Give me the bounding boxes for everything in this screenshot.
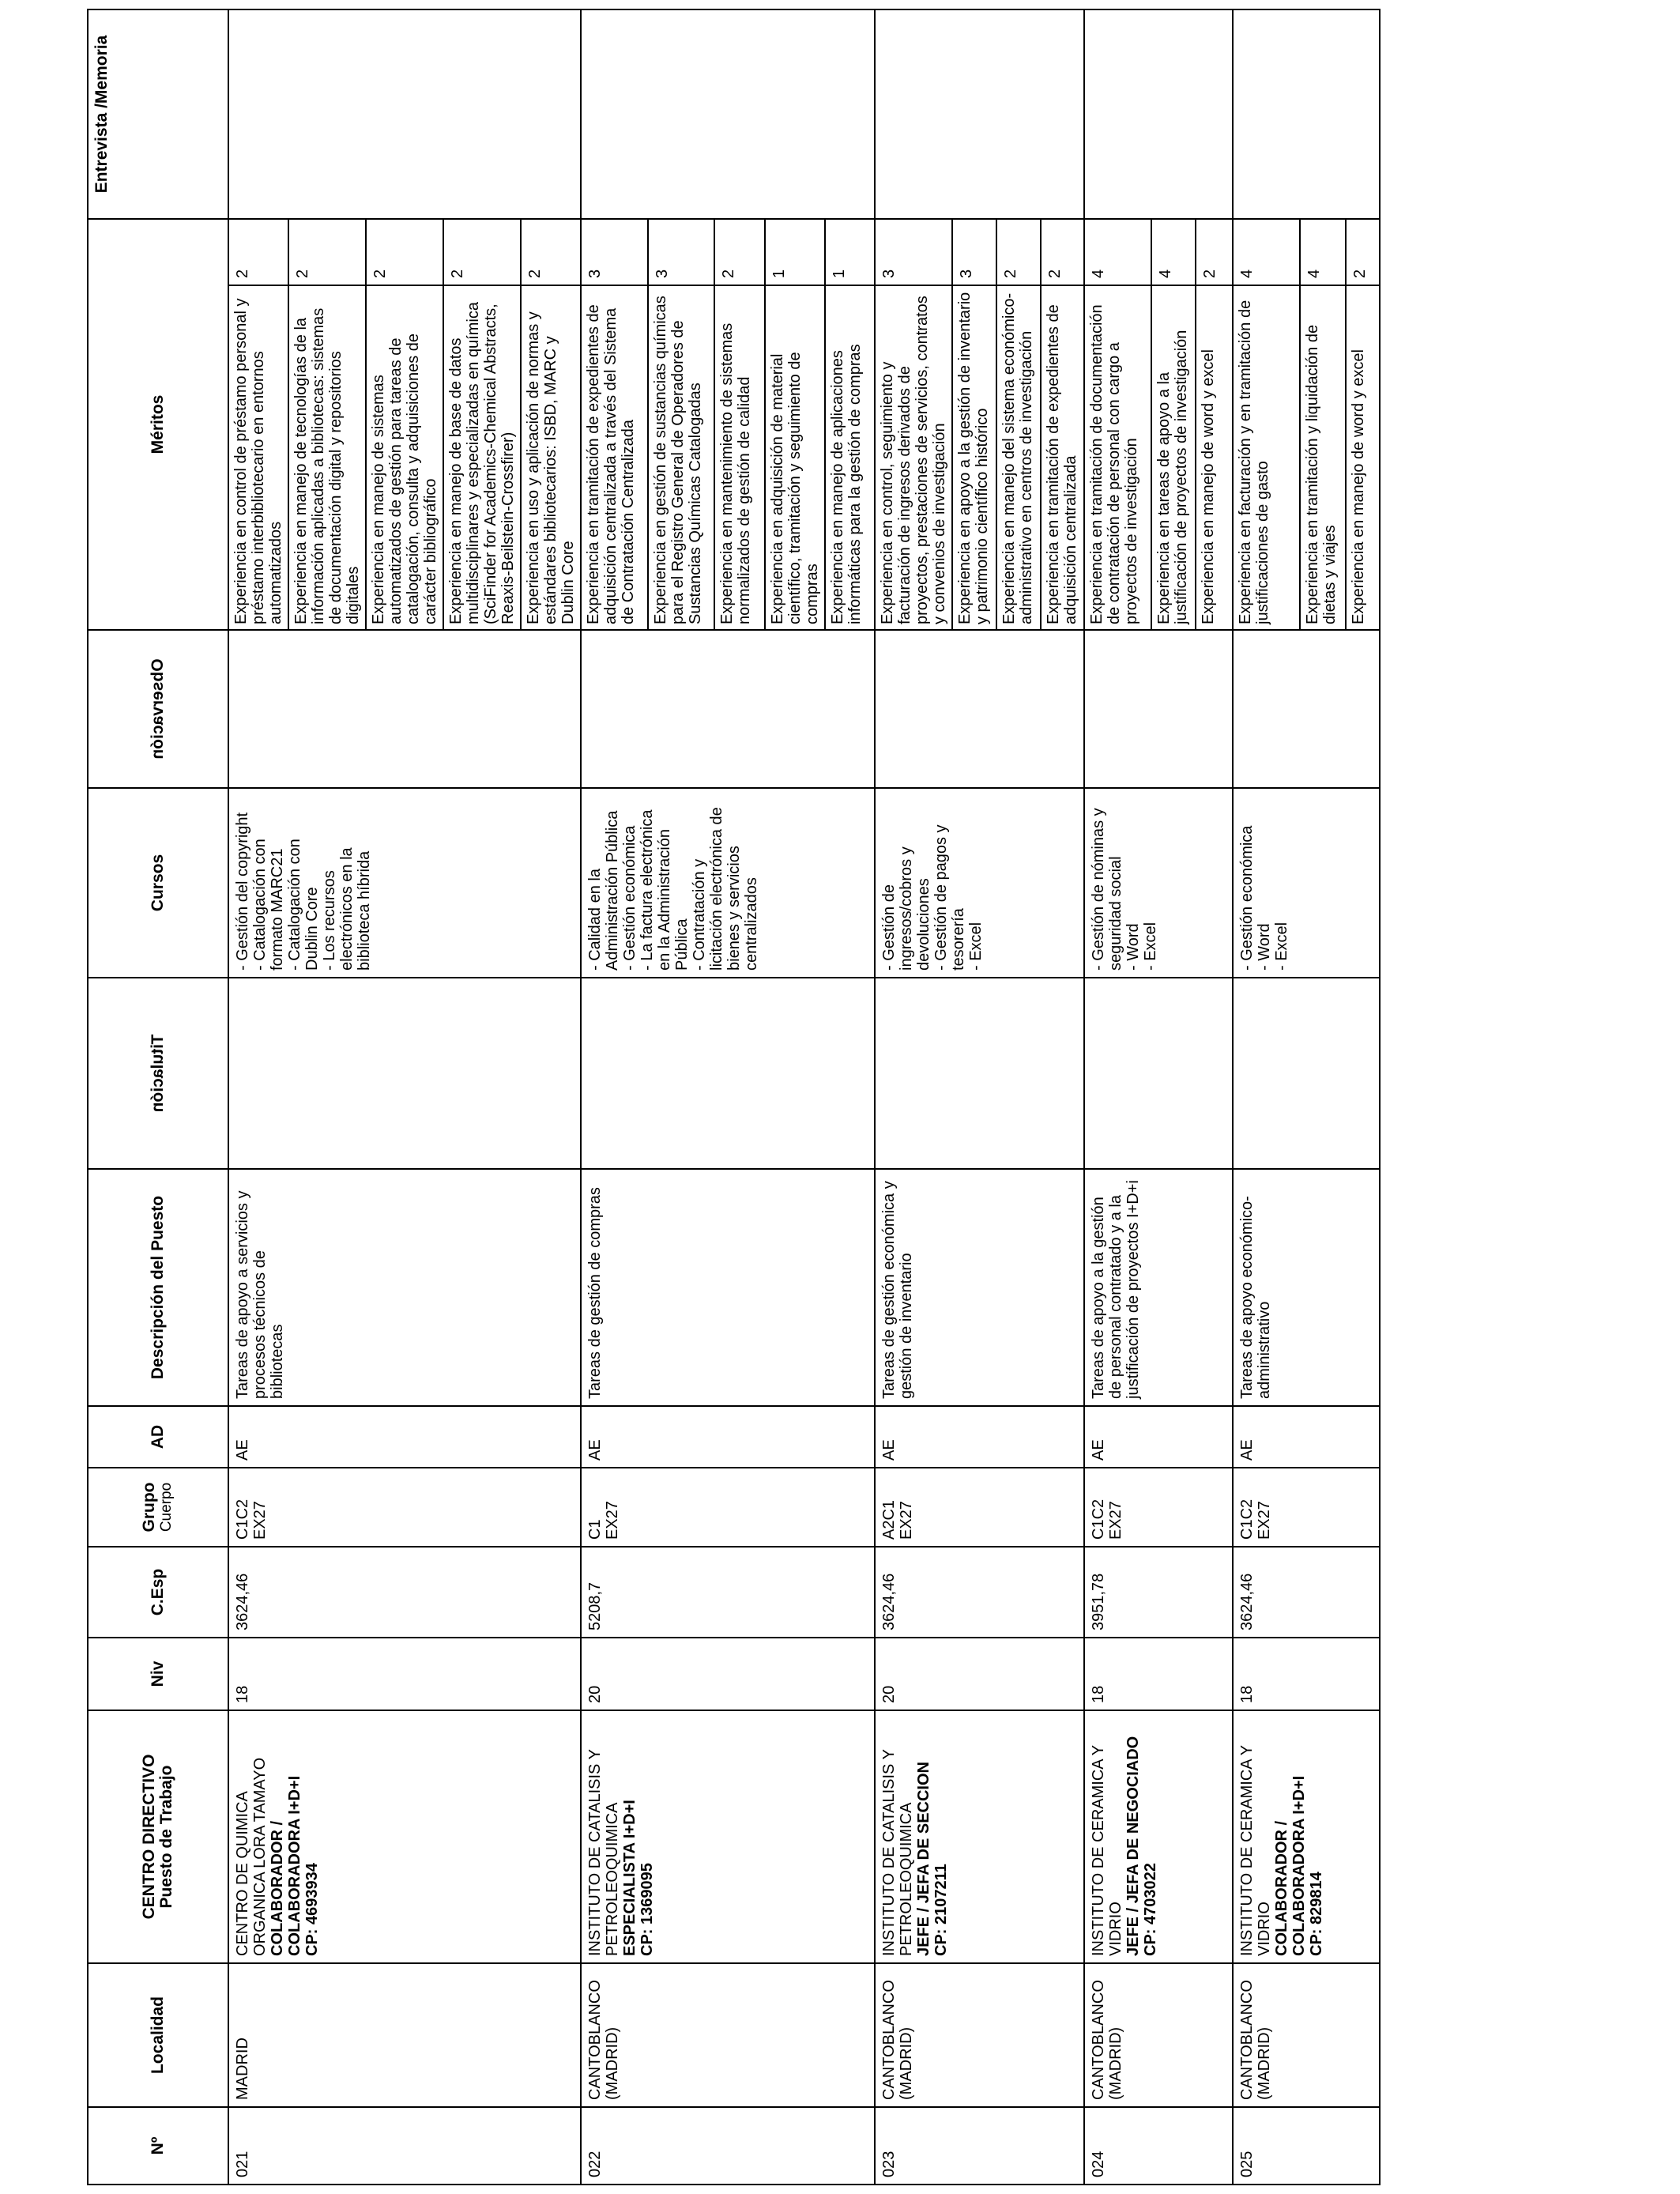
cell-titulacion (875, 978, 1084, 1169)
table-row (228, 9, 581, 2185)
cell-titulacion (1233, 978, 1380, 1169)
cell-cesp: 5208,7 (581, 1547, 875, 1638)
merito-text: Experiencia en apoyo a la gestión de inventario y patrimonio científico histórico (952, 285, 996, 629)
cell-entrevista (228, 9, 581, 219)
merito-text: Experiencia en manejo de word y excel (1350, 349, 1367, 624)
meritos-list (1234, 220, 1379, 629)
merito-points: 2 (714, 220, 765, 285)
merito-points: 2 (288, 220, 366, 285)
merito-points: 4 (1300, 220, 1346, 285)
grupo-value: C1C2 (1090, 1498, 1107, 1540)
puesto-name: COLABORADOR / COLABORADORA I+D+I (1273, 1775, 1308, 1956)
centro-name: INSTITUTO DE CATALISIS Y PETROLEOQUIMICA (880, 1749, 915, 1956)
header-localidad: Localidad (88, 1963, 228, 2107)
cell-cursos: - Gestión del copyright - Catalogación con formato MARC21 - Catalogación con Dublin Core - Los recursos electrónicos en la biblioteca híbrida (228, 788, 581, 978)
header-cesp: C.Esp (88, 1547, 228, 1638)
positions-table (87, 9, 1381, 2185)
cell-centro (228, 1710, 581, 1963)
merito-points: 4 (1234, 220, 1300, 285)
cell-localidad: CANTOBLANCO (MADRID) (875, 1963, 1084, 2107)
puesto-name: JEFE / JEFA DE NEGOCIADO (1124, 1736, 1142, 1956)
grupo-value: C1C2 (1238, 1498, 1256, 1540)
header-titulacion: Titulación (88, 978, 228, 1169)
merito-text: Experiencia en control, seguimiento y facturación de ingresos derivados de proyectos, prestaciones de servicios, contratos y convenios de investigación (876, 285, 952, 629)
cell-num: 022 (581, 2107, 875, 2185)
cell-num: 025 (1233, 2107, 1380, 2185)
cell-ad: AE (875, 1406, 1084, 1468)
header-grupo-title: Grupo (140, 1482, 158, 1532)
centro-name: INSTITUTO DE CERAMICA Y VIDRIO (1238, 1745, 1273, 1956)
cell-observacion (875, 630, 1084, 788)
header-cursos: Cursos (88, 788, 228, 978)
cell-cesp: 3624,46 (875, 1547, 1084, 1638)
grupo-value: A2C1 (880, 1499, 898, 1540)
meritos-list (876, 220, 1083, 629)
merito-points: 2 (366, 220, 443, 285)
cell-ad: AE (1233, 1406, 1380, 1468)
cell-descripcion: Tareas de gestión económica y gestión de inventario (875, 1169, 1084, 1406)
merito-text: Experiencia en gestión de sustancias químicas para el Registro General de Operadores de Sustancias Químicas Catalogadas (648, 285, 714, 629)
merito-text: Experiencia en manejo del sistema económico-administrativo en centros de investigación (996, 285, 1041, 629)
centro-name: CENTRO DE QUIMICA ORGANICA LORA TAMAYO (234, 1757, 269, 1956)
cell-entrevista (581, 9, 875, 219)
merito-points: 2 (1196, 220, 1232, 285)
cell-localidad: CANTOBLANCO (MADRID) (1084, 1963, 1233, 2107)
cell-grupo (228, 1468, 581, 1547)
cuerpo-value: EX27 (251, 1501, 269, 1540)
cp-code: CP: 829814 (1308, 1872, 1325, 1956)
merito-points: 1 (825, 220, 874, 285)
cell-observacion (228, 630, 581, 788)
cell-meritos (228, 219, 581, 630)
cell-centro (581, 1710, 875, 1963)
merito-points: 2 (229, 220, 288, 285)
cell-meritos (875, 219, 1084, 630)
cell-descripcion: Tareas de gestión de compras (581, 1169, 875, 1406)
merito-text: Experiencia en manejo de sistemas automatizados de gestión para tareas de catalogación, consulta y adquisiciones de carácter bibliográfico (366, 285, 443, 629)
centro-name: INSTITUTO DE CATALISIS Y PETROLEOQUIMICA (586, 1749, 621, 1956)
merito-points: 2 (443, 220, 521, 285)
merito-text: Experiencia en manejo de tecnologías de la información aplicadas a bibliotecas: sistemas de documentación digital y repositorios digitales (288, 285, 366, 629)
cp-code: CP: 4693934 (303, 1863, 321, 1956)
cell-localidad: MADRID (228, 1963, 581, 2107)
cp-code: CP: 1369095 (638, 1863, 656, 1956)
cell-centro (875, 1710, 1084, 1963)
cell-cursos: - Calidad en la Administración Pública - Gestión económica - La factura electrónica en la Administración Pública - Contratación y licitación electrónica de bienes y servicios centralizados (581, 788, 875, 978)
merito-text: Experiencia en adquisición de material científico, tramitación y seguimiento de compras (765, 285, 825, 629)
cell-cursos: - Gestión económica - Word - Excel (1233, 788, 1380, 978)
merito-points: 2 (1346, 220, 1379, 285)
cuerpo-value: EX27 (1107, 1501, 1124, 1540)
centro-name: INSTITUTO DE CERAMICA Y VIDRIO (1090, 1745, 1124, 1956)
cell-cesp: 3624,46 (1233, 1547, 1380, 1638)
table-row (581, 9, 875, 2185)
meritos-list (1085, 220, 1232, 629)
merito-text: Experiencia en manejo de aplicaciones informáticas para la gestión de compras (829, 344, 864, 624)
meritos-list (582, 220, 874, 629)
merito-text: Experiencia en tramitación de expedientes de adquisición centralizada (1045, 304, 1079, 624)
meritos-list (229, 220, 580, 629)
cell-num: 023 (875, 2107, 1084, 2185)
merito-points: 2 (521, 220, 580, 285)
merito-points: 3 (952, 220, 996, 285)
cell-num: 021 (228, 2107, 581, 2185)
puesto-name: COLABORADOR / COLABORADORA I+D+I (269, 1775, 303, 1956)
merito-points: 3 (876, 220, 952, 285)
cell-grupo (1233, 1468, 1380, 1547)
puesto-name: ESPECIALISTA I+D+I (621, 1800, 638, 1956)
cell-cursos: - Gestión de nóminas y seguridad social - Word - Excel (1084, 788, 1233, 978)
merito-points: 3 (582, 220, 648, 285)
cuerpo-value: EX27 (1256, 1501, 1273, 1540)
table-row (875, 9, 1084, 2185)
merito-text: Experiencia en tramitación de expedientes de adquisición centralizada a través del Sistema de Contratación Centralizada (582, 285, 648, 629)
cell-niv: 18 (228, 1638, 581, 1710)
cell-cesp: 3951,78 (1084, 1547, 1233, 1638)
merito-text: Experiencia en facturación y en tramitación de justificaciones de gasto (1234, 285, 1300, 629)
cuerpo-value: EX27 (604, 1501, 621, 1540)
merito-text: Experiencia en tareas de apoyo a la justificación de proyectos de investigación (1151, 285, 1196, 629)
cell-entrevista (1084, 9, 1233, 219)
merito-points: 4 (1151, 220, 1196, 285)
merito-text: Experiencia en control de préstamo personal y préstamo interbibliotecario en entornos automatizados (229, 285, 288, 629)
cell-entrevista (1233, 9, 1380, 219)
header-ad: AD (88, 1406, 228, 1468)
cell-observacion (581, 630, 875, 788)
header-puesto: Puesto de Trabajo (157, 1765, 175, 1909)
header-observacion: Observación (88, 630, 228, 788)
grupo-value: C1 (586, 1519, 604, 1540)
merito-text: Experiencia en manejo de word y excel (1200, 349, 1217, 624)
table-row (1084, 9, 1233, 2185)
cell-niv: 18 (1233, 1638, 1380, 1710)
merito-points: 3 (648, 220, 714, 285)
cell-cesp: 3624,46 (228, 1547, 581, 1638)
merito-points: 1 (765, 220, 825, 285)
cell-num: 024 (1084, 2107, 1233, 2185)
cell-centro (1084, 1710, 1233, 1963)
cell-localidad: CANTOBLANCO (MADRID) (1233, 1963, 1380, 2107)
cell-niv: 20 (581, 1638, 875, 1710)
rotated-page (87, 10, 1369, 2185)
header-niv: Niv (88, 1638, 228, 1710)
merito-text: Experiencia en manejo de base de datos multidisciplinares y especializadas en química (SciFinder for Academics-Chemical Abstracts, Reaxis-Beilstein-Crossfirer) (443, 285, 521, 629)
header-descripcion: Descripción del Puesto (88, 1169, 228, 1406)
cell-observacion (1233, 630, 1380, 788)
cell-grupo (581, 1468, 875, 1547)
cell-titulacion (1084, 978, 1233, 1169)
cell-titulacion (228, 978, 581, 1169)
header-cuerpo: Cuerpo (158, 1482, 175, 1532)
header-row (88, 9, 228, 2185)
header-meritos: Méritos (88, 219, 228, 630)
cell-niv: 18 (1084, 1638, 1233, 1710)
header-grupo (88, 1468, 228, 1547)
header-num: Nº (88, 2107, 228, 2185)
cell-descripcion: Tareas de apoyo económico-administrativo (1233, 1169, 1380, 1406)
merito-text: Experiencia en tramitación y liquidación de dietas y viajes (1300, 285, 1346, 629)
cell-ad: AE (581, 1406, 875, 1468)
cp-code: CP: 2107211 (932, 1864, 950, 1956)
header-centro (88, 1710, 228, 1963)
cell-descripcion: Tareas de apoyo a la gestión de personal contratado y a la justificación de proyectos I+D+i (1084, 1169, 1233, 1406)
cell-titulacion (581, 978, 875, 1169)
header-centro-title: CENTRO DIRECTIVO (140, 1754, 158, 1920)
cell-entrevista (875, 9, 1084, 219)
cell-localidad: CANTOBLANCO (MADRID) (581, 1963, 875, 2107)
cell-niv: 20 (875, 1638, 1084, 1710)
header-entrevista: Entrevista /Memoria (88, 9, 228, 219)
merito-text: Experiencia en tramitación de documentación de contratación de personal con cargo a proyectos de investigación (1085, 285, 1151, 629)
cell-ad: AE (1084, 1406, 1233, 1468)
cell-meritos (1233, 219, 1380, 630)
merito-text: Experiencia en mantenimiento de sistemas normalizados de gestión de calidad (714, 285, 765, 629)
cell-cursos: - Gestión de ingresos/cobros y devoluciones - Gestión de pagos y tesorería - Excel (875, 788, 1084, 978)
cell-grupo (875, 1468, 1084, 1547)
merito-points: 4 (1085, 220, 1151, 285)
merito-points: 2 (996, 220, 1041, 285)
cell-descripcion: Tareas de apoyo a servicios y procesos técnicos de bibliotecas (228, 1169, 581, 1406)
cell-observacion (1084, 630, 1233, 788)
grupo-value: C1C2 (234, 1498, 251, 1540)
merito-points: 2 (1041, 220, 1083, 285)
cell-grupo (1084, 1468, 1233, 1547)
cuerpo-value: EX27 (898, 1501, 915, 1540)
cell-meritos (1084, 219, 1233, 630)
table-row (1233, 9, 1380, 2185)
cell-meritos (581, 219, 875, 630)
cp-code: CP: 4703022 (1142, 1863, 1159, 1956)
puesto-name: JEFE / JEFA DE SECCION (915, 1762, 932, 1956)
cell-ad: AE (228, 1406, 581, 1468)
cell-centro (1233, 1710, 1380, 1963)
merito-text: Experiencia en uso y aplicación de normas y estándares bibliotecarios: ISBD, MARC y Dublin Core (525, 311, 577, 624)
